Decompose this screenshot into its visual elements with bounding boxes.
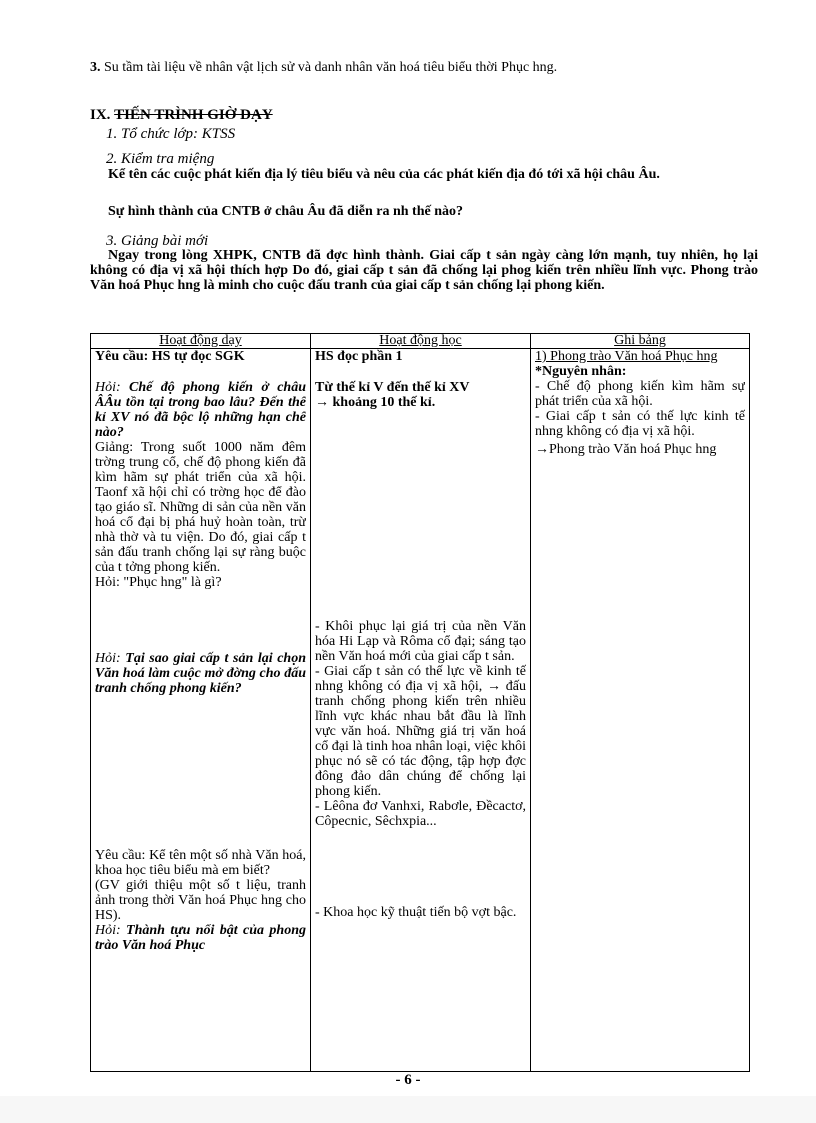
header-board: Ghi bảng [531, 334, 750, 349]
arrow-right-icon: → [487, 679, 502, 694]
lesson-lead: Ngay trong lòng XHPK, CNTB đã đợc hình thành. Giai cấp t sản ngày càng lớn mạnh, tuy nhiên, họ lại không có địa vị xã hội thích hợp Do đó, giai cấp t sản đã chống lại phog kiến trên nhiều lĩnh vực. Phong trào Văn hoá Phục hng là minh cho cuộc đấu tranh của giai cấp t sản chống lại phong kiến. [90, 248, 758, 293]
board-cause-label: *Nguyên nhân: [535, 364, 627, 379]
item-3-text: Su tầm tài liệu về nhân vật lịch sử và danh nhân văn hoá tiêu biểu thời Phục hng. [104, 60, 558, 75]
teach-step: Yêu cầu: Kể tên một số nhà Văn hoá, khoa học tiêu biểu mà em biết? [95, 848, 306, 878]
teach-step: Hỏi: "Phục hng" là gì? [95, 575, 222, 590]
learning-cell [311, 349, 531, 1072]
board-cell [531, 349, 750, 1072]
learn-answer: - Khoa học kỹ thuật tiến bộ vợt bậc. [315, 905, 517, 920]
teach-question: Hỏi: Chế độ phong kiến ở châu ÂÂu tồn tại trong bao lâu? Đến thế kỉ XV nó đã bộc lộ những hạn chế nào? [95, 380, 306, 440]
header-learning: Hoạt động học [311, 334, 531, 349]
arrow-right-icon: → [535, 442, 549, 457]
learn-answer: Từ thế kỉ V đến thế kỉ XV [315, 380, 470, 395]
table-body-row [91, 349, 750, 1072]
section-title: TIẾN TRÌNH GIỜ DẠY [114, 107, 273, 123]
intro-item-3 [90, 60, 758, 75]
teach-explain: Giảng: Trong suốt 1000 năm đêm trờng trung cổ, chế độ phong kiến đã kìm hãm sự phát triển của xã hội. Taonf xã hội chỉ có trờng học để đào tạo giáo sĩ. Những di sản của nền văn hoá cổ đại bị phá huỷ hoàn toàn, trừ nhà thờ và tu viện. Do đó, giai cấp t sản đấu tranh chống lại sự ràng buộc của t tởng phong kiến. [95, 440, 306, 575]
teach-step: (GV giới thiệu một số t liệu, tranh ảnh trong thời Văn hoá Phục hng cho HS). [95, 878, 306, 923]
bottom-bar [0, 1096, 816, 1123]
question-1: Kể tên các cuộc phát kiến địa lý tiêu biểu và nêu của các phát kiến địa đó tới xã hội châu Âu. [108, 167, 660, 182]
learn-answer: → khoảng 10 thế kỉ. [315, 395, 436, 410]
item-3-number: 3. [90, 60, 101, 75]
board-cause: - Chế độ phong kiến kìm hãm sự phát triển của xã hội. [535, 379, 745, 409]
board-cause: - Giai cấp t sản có thế lực kinh tế nhng không có địa vị xã hội. [535, 409, 745, 439]
board-result: →Phong trào Văn hoá Phục hng [535, 442, 717, 457]
header-teaching: Hoạt động dạy [91, 334, 311, 349]
step-2: 2. Kiểm tra miệng [106, 151, 215, 167]
learn-answer: - Giai cấp t sản có thế lực về kinh tế nhng không có địa vị xã hội, → đấu tranh chống phong kiến trên nhiều lĩnh vực khác nhau bắt đầu là lĩnh vực văn hoá. Những giá trị văn hoá cổ đại là tinh hoa nhân loại, việc khôi phục nó sẽ có tác động, tập hợp đợc đông đảo dân chúng để chống lại phong kiến. [315, 664, 526, 799]
learn-step: HS đọc phần 1 [315, 349, 403, 364]
arrow-right-icon: → [315, 395, 329, 410]
step-1: 1. Tổ chức lớp: KTSS [106, 126, 236, 142]
learn-answer: - Lêôna đơ Vanhxi, Rabơle, Đềcactơ, Côpecnic, Sêchxpia... [315, 799, 526, 829]
section-heading [90, 107, 758, 123]
teach-question: Hỏi: Thành tựu nổi bật của phong trào Văn hoá Phục [95, 923, 306, 953]
lesson-table [90, 333, 750, 1072]
teach-step: Yêu cầu: HS tự đọc SGK [95, 349, 245, 364]
step-3: 3. Giảng bài mới [106, 233, 209, 249]
teaching-cell [91, 349, 311, 1072]
table-header-row [91, 334, 750, 349]
learn-answer: - Khôi phục lại giá trị của nền Văn hóa Hi Lạp và Rôma cổ đại; sáng tạo nền Văn hoá mới của giai cấp t sản. [315, 619, 526, 664]
teach-question: Hỏi: Tại sao giai cấp t sản lại chọn Văn hoá làm cuộc mở đờng cho đấu tranh chống phong kiến? [95, 651, 306, 696]
board-title: 1) Phong trào Văn hoá Phục hng [535, 349, 718, 364]
page-number: - 6 - [395, 1072, 421, 1088]
question-2: Sự hình thành của CNTB ở châu Âu đã diễn ra nh thế nào? [108, 204, 463, 219]
section-number: IX. [90, 107, 111, 123]
